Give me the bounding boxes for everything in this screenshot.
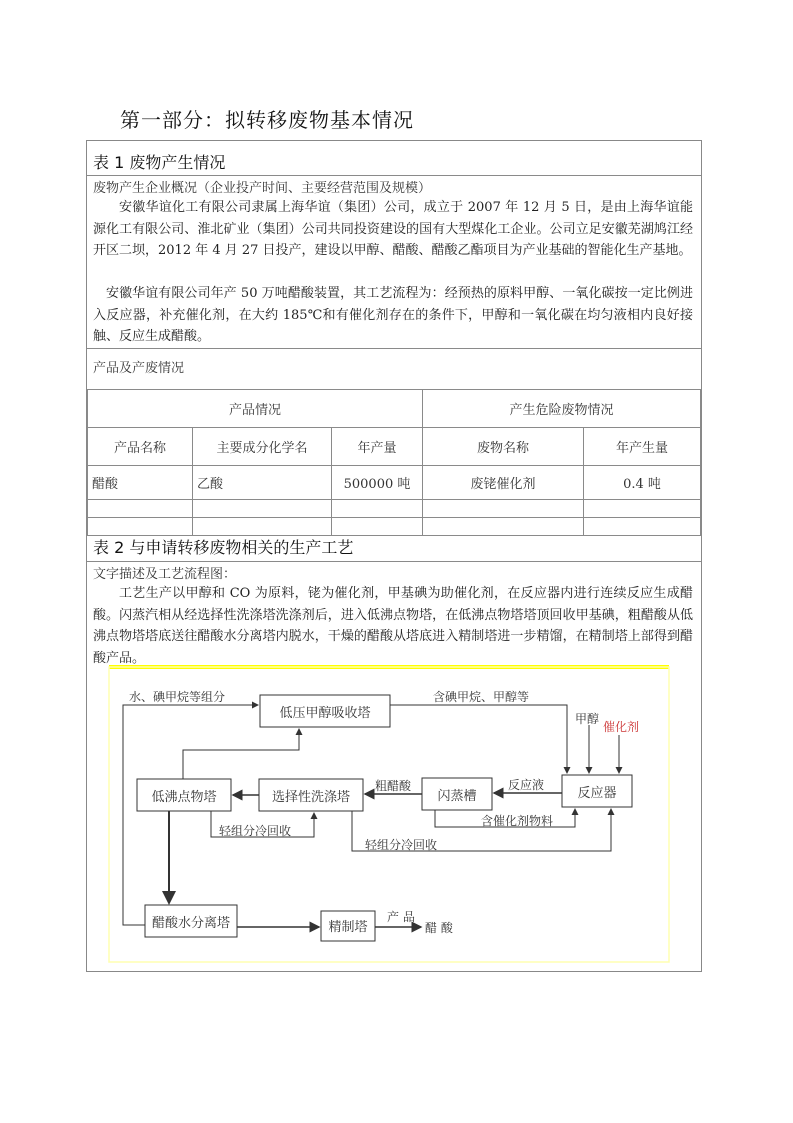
node-separator (145, 905, 237, 937)
overview-label: 废物产生企业概况（企业投产时间、主要经营范围及规模） (93, 181, 432, 196)
document-table-frame (86, 140, 702, 972)
table2-title: 表 2 与申请转移废物相关的生产工艺 (93, 538, 354, 557)
label-reaction-liquid: 反应液 (508, 778, 545, 792)
edge-absorber-to-reactor (390, 705, 567, 773)
node-low-boiler-label: 低沸点物塔 (151, 790, 217, 805)
cell-chemical-name: 乙酸 (193, 466, 332, 500)
cell-empty (584, 518, 701, 536)
group-header-waste: 产生危险废物情况 (423, 390, 701, 428)
node-absorber-label: 低压甲醇吸收塔 (279, 706, 371, 721)
cell-annual-waste: 0.4 吨 (584, 466, 701, 500)
node-scrubber-label: 选择性洗涤塔 (271, 790, 351, 805)
label-acetic-acid: 醋 酸 (425, 921, 453, 935)
col-header-annual-waste: 年产生量 (584, 428, 701, 466)
cell-annual-output: 500000 吨 (332, 466, 423, 500)
products-label: 产品及产废情况 (93, 361, 185, 376)
divider (87, 348, 701, 349)
table1-title: 表 1 废物产生情况 (93, 153, 226, 172)
node-reactor-label: 反应器 (577, 786, 617, 801)
node-flash (422, 778, 492, 810)
cell-empty (423, 500, 584, 518)
node-refiner-label: 精制塔 (328, 920, 368, 935)
cell-empty (88, 500, 193, 518)
label-catalyst: 催化剂 (603, 720, 640, 734)
label-product: 产 品 (387, 910, 415, 924)
label-water-iodomethane: 水、碘甲烷等组分 (129, 690, 226, 704)
col-header-annual-output: 年产量 (332, 428, 423, 466)
cell-empty (584, 500, 701, 518)
col-header-product-name: 产品名称 (88, 428, 193, 466)
cell-product-name: 醋酸 (88, 466, 193, 500)
overview-paragraph-2: 安徽华谊有限公司年产 50 万吨醋酸装置，其工艺流程为：经预热的原料甲醇、一氧化碳按一定比例进入反应器，补充催化剂，在大约 185℃和有催化剂存在的条件下，甲醇和一氧化碳在均匀液相内良好接触、反应生成醋酸。 (93, 286, 693, 344)
cell-waste-name: 废铑催化剂 (423, 466, 584, 500)
label-light-recovery-2: 轻组分冷回收 (365, 838, 438, 852)
col-header-waste-name: 废物名称 (423, 428, 584, 466)
node-separator-label: 醋酸水分离塔 (151, 916, 231, 931)
node-flash-label: 闪蒸槽 (437, 789, 477, 804)
cell-empty (193, 500, 332, 518)
cell-empty (332, 500, 423, 518)
label-crude-acid: 粗醋酸 (375, 779, 412, 793)
divider (87, 561, 701, 562)
node-low-boiler (137, 779, 231, 811)
edge-lowboiler-to-absorber (183, 729, 299, 779)
process-flowchart (105, 665, 695, 967)
edge-separator-to-absorber (123, 705, 258, 925)
divider (87, 175, 701, 176)
node-reactor (562, 775, 632, 807)
cell-empty (332, 518, 423, 536)
col-header-chemical-name: 主要成分化学名 (193, 428, 332, 466)
group-header-products: 产品情况 (88, 390, 423, 428)
cell-empty (193, 518, 332, 536)
cell-empty (88, 518, 193, 536)
cell-empty (423, 518, 584, 536)
node-absorber (260, 695, 390, 727)
table-row (88, 500, 701, 518)
products-waste-table (87, 389, 701, 536)
label-light-recovery-1: 轻组分冷回收 (219, 824, 292, 838)
label-methanol: 甲醇 (575, 712, 600, 726)
node-scrubber (259, 779, 363, 811)
table-row (88, 518, 701, 536)
process-desc-paragraph: 工艺生产以甲醇和 CO 为原料，铑为催化剂，甲基碘为助催化剂，在反应器内进行连续反应生成醋酸。闪蒸汽相从经选择性洗涤塔洗涤剂后，进入低沸点物塔，在低沸点物塔塔顶回收甲基碘，粗醋酸从低沸点物塔塔底送往醋酸水分离塔内脱水，干燥的醋酸从塔底进入精制塔进一步精馏，在精制塔上部得到醋酸产品。 (93, 586, 693, 666)
process-desc-label: 文字描述及工艺流程图： (93, 567, 237, 582)
table-row (88, 466, 701, 500)
label-iodomethane-methanol: 含碘甲烷、甲醇等 (433, 690, 530, 704)
part-title: 第一部分：拟转移废物基本情况 (120, 108, 414, 132)
label-catalyst-material: 含催化剂物料 (481, 814, 554, 828)
node-refiner (321, 911, 375, 941)
overview-paragraph-1: 安徽华谊化工有限公司隶属上海华谊（集团）公司，成立于 2007 年 12 月 5 日，是由上海华谊能源化工有限公司、淮北矿业（集团）公司共同投资建设的国有大型煤化工企业。公司立足安徽芜湖鸠江经开区二坝，2012 年 4 月 27 日投产，建设以甲醇、醋酸、醋酸乙酯项目为产业基础的智能化生产基地。 (93, 200, 693, 258)
